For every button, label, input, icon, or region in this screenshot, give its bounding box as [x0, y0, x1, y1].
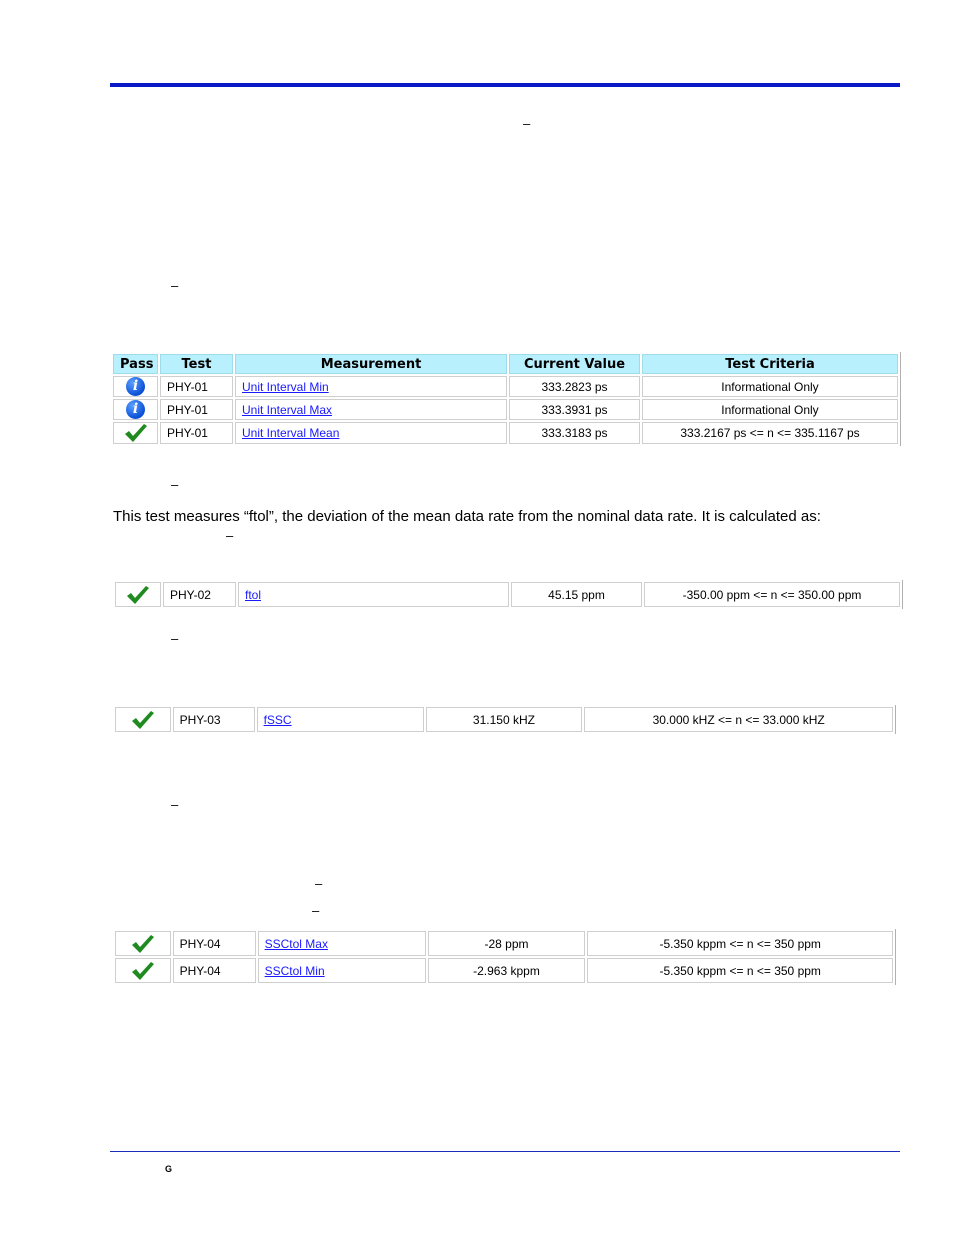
- footer-mark: G: [165, 1164, 173, 1174]
- dash-8: –: [312, 903, 320, 918]
- test-criteria: 333.2167 ps <= n <= 335.1167 ps: [642, 422, 898, 444]
- current-value: 31.150 kHZ: [426, 707, 583, 732]
- measurement-cell: [257, 707, 424, 732]
- status-cell: [115, 931, 171, 956]
- status-cell: [113, 422, 158, 444]
- measurement-cell: [238, 582, 509, 607]
- test-id: PHY-01: [160, 422, 233, 444]
- test-criteria: -5.350 kppm <= n <= 350 ppm: [587, 958, 893, 983]
- current-value: 333.3931 ps: [509, 399, 640, 420]
- measurement-link-unit-interval-max[interactable]: Unit Interval Max: [242, 402, 333, 417]
- status-cell: [113, 399, 158, 420]
- test-criteria: -5.350 kppm <= n <= 350 ppm: [587, 931, 893, 956]
- col-header-test-criteria: Test Criteria: [642, 354, 898, 374]
- status-cell: [115, 582, 161, 607]
- measurement-cell: [235, 399, 507, 420]
- dash-6: –: [171, 797, 179, 812]
- col-header-test: Test: [160, 354, 233, 374]
- dash-4: –: [226, 528, 234, 543]
- status-cell: [115, 958, 171, 983]
- info-icon: i: [126, 377, 145, 396]
- ftol-description: This test measures “ftol”, the deviation of the mean data rate from the nominal data rate. It is calculated as:: [113, 508, 821, 525]
- col-header-pass: Pass: [113, 354, 158, 374]
- results-table-phy02: [113, 580, 903, 609]
- test-criteria: Informational Only: [642, 376, 898, 397]
- current-value: -2.963 kppm: [428, 958, 586, 983]
- table-row: [115, 707, 893, 732]
- current-value: 333.3183 ps: [509, 422, 640, 444]
- measurement-cell: [258, 931, 426, 956]
- col-header-measurement: Measurement: [235, 354, 507, 374]
- checkmark-icon: [131, 934, 155, 954]
- table-row: [115, 958, 893, 983]
- checkmark-icon: [126, 585, 150, 605]
- results-table-phy04: [113, 929, 896, 985]
- checkmark-icon: [131, 710, 155, 730]
- results-table-phy03: [113, 705, 896, 734]
- measurement-link-fssc[interactable]: fSSC: [263, 712, 292, 727]
- checkmark-icon: [124, 423, 148, 443]
- test-id: PHY-04: [173, 931, 256, 956]
- results-table-phy01: [111, 352, 901, 446]
- test-criteria: Informational Only: [642, 399, 898, 420]
- col-header-current-value: Current Value: [509, 354, 640, 374]
- measurement-link-unit-interval-mean[interactable]: Unit Interval Mean: [242, 426, 340, 440]
- measurement-link-ssctol-min[interactable]: SSCtol Min: [264, 963, 325, 978]
- dash-1: –: [523, 116, 531, 131]
- table-row: [115, 582, 900, 607]
- dash-2: –: [171, 278, 179, 293]
- dash-5: –: [171, 631, 179, 646]
- measurement-cell: [258, 958, 426, 983]
- test-id: PHY-04: [173, 958, 256, 983]
- measurement-cell: [235, 422, 507, 444]
- footer-rule: [110, 1151, 900, 1152]
- measurement-link-ftol[interactable]: ftol: [245, 587, 262, 602]
- dash-3: –: [171, 477, 179, 492]
- header-rule: [110, 83, 900, 87]
- current-value: 333.2823 ps: [509, 376, 640, 397]
- info-icon: i: [126, 400, 145, 419]
- table-row: [115, 931, 893, 956]
- table-row: [113, 376, 898, 397]
- test-id: PHY-03: [173, 707, 255, 732]
- table-row: [113, 422, 898, 444]
- status-cell: [113, 376, 158, 397]
- table-row: [113, 399, 898, 420]
- test-id: PHY-01: [160, 399, 233, 420]
- status-cell: [115, 707, 171, 732]
- measurement-link-ssctol-max[interactable]: SSCtol Max: [264, 936, 328, 951]
- current-value: -28 ppm: [428, 931, 586, 956]
- test-id: PHY-02: [163, 582, 236, 607]
- current-value: 45.15 ppm: [511, 582, 642, 607]
- checkmark-icon: [131, 961, 155, 981]
- test-criteria: -350.00 ppm <= n <= 350.00 ppm: [644, 582, 900, 607]
- table-header-row: [113, 354, 898, 374]
- measurement-cell: [235, 376, 507, 397]
- test-id: PHY-01: [160, 376, 233, 397]
- measurement-link-unit-interval-min[interactable]: Unit Interval Min: [242, 379, 329, 394]
- dash-7: –: [315, 876, 323, 891]
- test-criteria: 30.000 kHZ <= n <= 33.000 kHZ: [584, 707, 893, 732]
